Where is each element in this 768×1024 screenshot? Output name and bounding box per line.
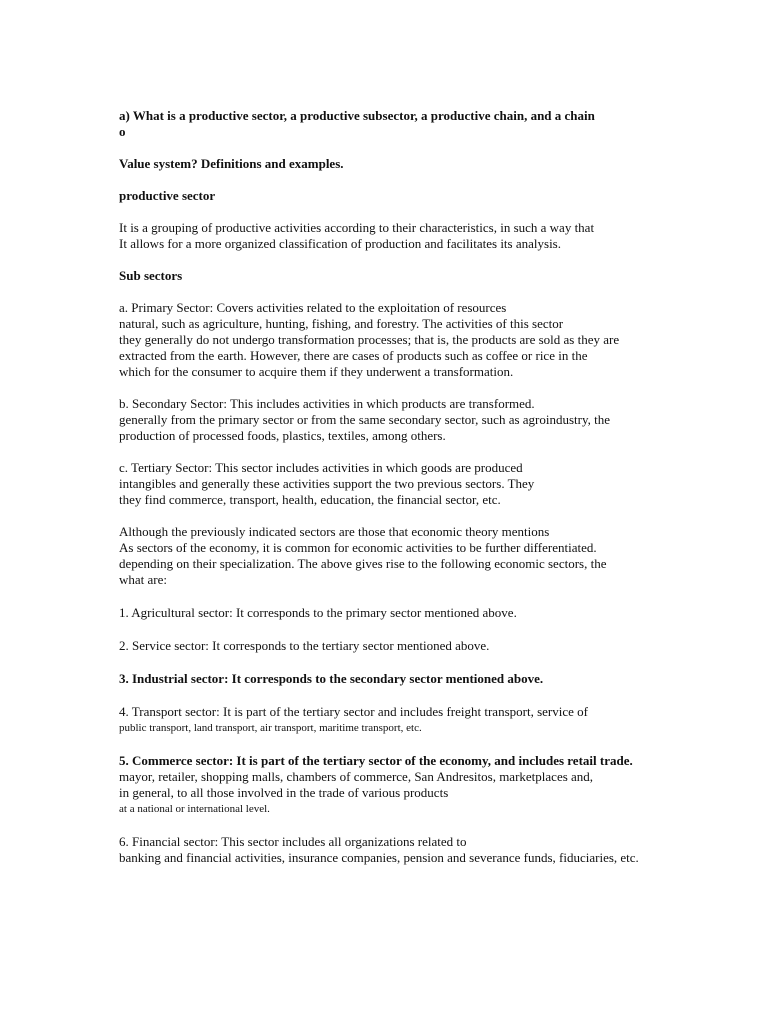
primary-sector-paragraph	[119, 300, 719, 380]
paragraph-line: depending on their specialization. The above gives rise to the following economic sectors, the	[119, 556, 607, 571]
agricultural-sector-item: 1. Agricultural sector: It corresponds to the primary sector mentioned above.	[119, 605, 517, 620]
paragraph-line: Although the previously indicated sectors are those that economic theory mentions	[119, 524, 550, 539]
paragraph-line: It allows for a more organized classification of production and facilitates its analysis.	[119, 236, 561, 251]
paragraph-line: in general, to all those involved in the trade of various products	[119, 785, 449, 800]
paragraph-line: 5. Commerce sector: It is part of the tertiary sector of the economy, and includes retail trade.	[119, 753, 633, 768]
commerce-sector-item	[119, 753, 719, 817]
paragraph-line: 6. Financial sector: This sector includes all organizations related to	[119, 834, 467, 849]
document-content	[119, 108, 719, 866]
sub-sectors-title: Sub sectors	[119, 268, 183, 283]
service-sector-item: 2. Service sector: It corresponds to the tertiary sector mentioned above.	[119, 638, 490, 653]
transport-sector-item	[119, 704, 719, 736]
tertiary-sector-paragraph	[119, 460, 719, 508]
productive-sector-paragraph	[119, 220, 719, 252]
paragraph-line: extracted from the earth. However, there are cases of products such as coffee or rice in the	[119, 348, 588, 363]
paragraph-line: public transport, land transport, air transport, maritime transport, etc.	[119, 722, 422, 734]
paragraph-line: As sectors of the economy, it is common for economic activities to be further differentiated.	[119, 540, 597, 555]
paragraph-line: It is a grouping of productive activities according to their characteristics, in such a way that	[119, 220, 595, 235]
paragraph-line: a. Primary Sector: Covers activities related to the exploitation of resources	[119, 300, 507, 315]
economic-sectors-intro	[119, 524, 719, 588]
paragraph-line: natural, such as agriculture, hunting, fishing, and forestry. The activities of this sector	[119, 316, 564, 331]
paragraph-line: 4. Transport sector: It is part of the tertiary sector and includes freight transport, service of	[119, 704, 588, 719]
paragraph-line: what are:	[119, 572, 168, 587]
heading-line-1: a) What is a productive sector, a productive subsector, a productive chain, and a chain	[119, 108, 595, 123]
paragraph-line: generally from the primary sector or from the same secondary sector, such as agroindustry, the	[119, 412, 611, 427]
subheading: Value system? Definitions and examples.	[119, 156, 344, 171]
secondary-sector-paragraph	[119, 396, 719, 444]
paragraph-line: banking and financial activities, insurance companies, pension and severance funds, fiduciaries, etc.	[119, 850, 639, 865]
paragraph-line: which for the consumer to acquire them if they underwent a transformation.	[119, 364, 514, 379]
financial-sector-item	[119, 834, 719, 866]
paragraph-line: c. Tertiary Sector: This sector includes activities in which goods are produced	[119, 460, 523, 475]
paragraph-line: production of processed foods, plastics, textiles, among others.	[119, 428, 446, 443]
paragraph-line: they generally do not undergo transformation processes; that is, the products are sold as they are	[119, 332, 620, 347]
paragraph-line: mayor, retailer, shopping malls, chambers of commerce, San Andresitos, marketplaces and,	[119, 769, 594, 784]
productive-sector-title: productive sector	[119, 188, 216, 203]
heading-line-2: o	[119, 124, 126, 139]
industrial-sector-item: 3. Industrial sector: It corresponds to the secondary sector mentioned above.	[119, 671, 544, 686]
paragraph-line: intangibles and generally these activities support the two previous sectors. They	[119, 476, 535, 491]
paragraph-line: b. Secondary Sector: This includes activities in which products are transformed.	[119, 396, 535, 411]
paragraph-line: they find commerce, transport, health, education, the financial sector, etc.	[119, 492, 501, 507]
paragraph-line: at a national or international level.	[119, 803, 270, 815]
